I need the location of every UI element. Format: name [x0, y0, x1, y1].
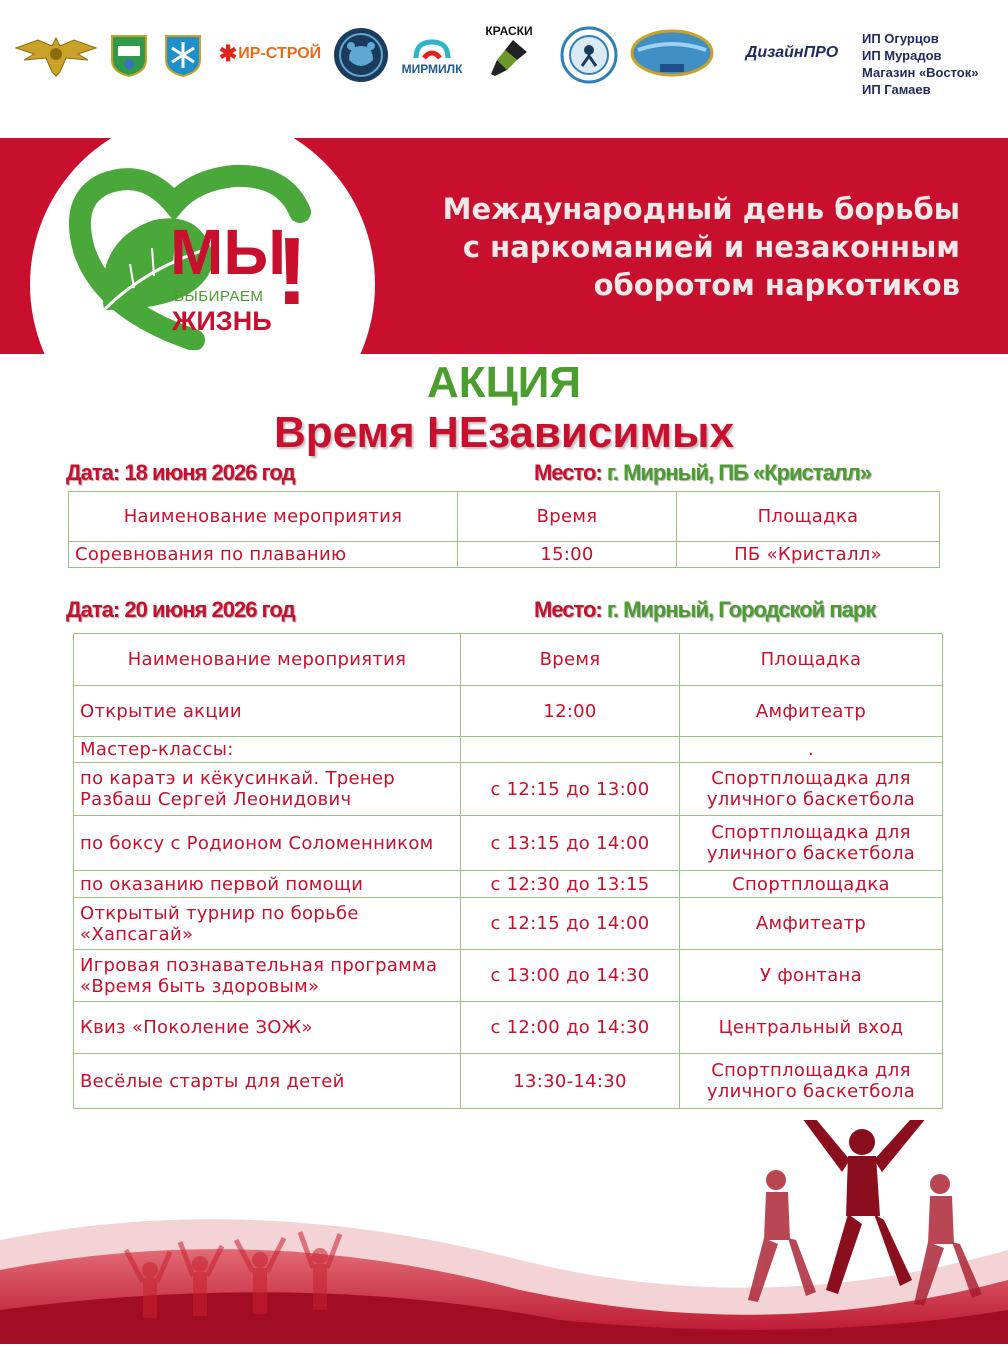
- mir-stroy-logo: ✱ ИР-СТРОЙ: [218, 41, 322, 66]
- event-time-cell: с 13:15 до 14:00: [461, 816, 680, 871]
- table-row: [74, 871, 943, 898]
- emblem-eagle-icon: [14, 32, 98, 78]
- event-name-cell: Открытие акции: [74, 686, 461, 737]
- sponsor-name: Магазин «Восток»: [862, 65, 979, 80]
- day2-date: [66, 597, 295, 623]
- table-header-row: [74, 634, 943, 686]
- header-cell: Площадка: [677, 492, 940, 542]
- sponsor-name: ИП Огурцов: [862, 31, 939, 46]
- action-title: Время НЕзависимых: [273, 408, 735, 457]
- event-name-cell: Игровая познавательная программа «Время быть здоровым»: [74, 950, 461, 1002]
- day1-schedule-table: [68, 491, 940, 568]
- place-label: Место:: [534, 460, 602, 485]
- table-row: [74, 1002, 943, 1054]
- event-place-cell: У фонтана: [680, 950, 943, 1002]
- date-label: Дата:: [66, 460, 120, 485]
- sponsor-text-list: [862, 30, 978, 98]
- my-vybiraem-zhizn-logo: [64, 160, 324, 350]
- logo-exclamation: !: [276, 218, 308, 325]
- runners-silhouette-illustration: [0, 1120, 1008, 1344]
- event-place-cell: .: [680, 737, 943, 763]
- dizain-pro-logo: ДизайнПРО: [745, 44, 839, 61]
- date-value: 20 июня 2026 год: [124, 597, 295, 622]
- event-place-cell: Центральный вход: [680, 1002, 943, 1054]
- header-cell: Площадка: [680, 634, 943, 686]
- event-name-cell: Открытый турнир по борьбе «Хапсагай»: [74, 898, 461, 950]
- date-value: 18 июня 2026 год: [124, 460, 295, 485]
- federation-badge-icon: [560, 26, 618, 84]
- event-name-cell: Соревнования по плаванию: [69, 542, 458, 568]
- day1-place: [534, 460, 871, 486]
- sponsor-name: ИП Мурадов: [862, 48, 942, 63]
- event-time-cell: с 13:00 до 14:30: [461, 950, 680, 1002]
- banner-title-line: оборотом наркотиков: [593, 268, 960, 302]
- day1-date: [66, 460, 295, 486]
- banner-title-line: с наркоманией и незаконным: [462, 230, 960, 264]
- header-cell: Время: [461, 634, 680, 686]
- event-name-cell: Мастер-классы:: [74, 737, 461, 763]
- logo-word-zhizn: ЖИЗНЬ: [172, 306, 272, 336]
- event-name-cell: Весёлые старты для детей: [74, 1054, 461, 1109]
- header-cell: Наименование мероприятия: [74, 634, 461, 686]
- place-value: г. Мирный, Городской парк: [606, 597, 876, 622]
- table-header-row: [69, 492, 940, 542]
- day2-place: [534, 597, 875, 623]
- event-time-cell: 12:00: [461, 686, 680, 737]
- table-row: [74, 816, 943, 871]
- header-cell: Время: [458, 492, 677, 542]
- medved-logo: [332, 26, 390, 84]
- sponsor-name: ИП Гамаев: [862, 82, 931, 97]
- kraski-logo: КРАСКИ: [478, 24, 540, 84]
- coat-of-arms-icon: [110, 34, 148, 78]
- event-place-cell: Амфитеатр: [680, 898, 943, 950]
- logo-word-vybiraem: ВЫБИРАЕМ: [174, 288, 264, 305]
- table-row: [74, 898, 943, 950]
- event-time-cell: с 12:15 до 14:00: [461, 898, 680, 950]
- event-name-cell: по боксу с Родионом Соломенником: [74, 816, 461, 871]
- event-time-cell: с 12:00 до 14:30: [461, 1002, 680, 1054]
- coat-of-arms-snowflake-icon: [164, 34, 202, 78]
- event-time-cell: с 12:30 до 13:15: [461, 871, 680, 898]
- table-row: [74, 737, 943, 763]
- day2-schedule-table: [73, 633, 943, 1109]
- place-label: Место:: [534, 597, 602, 622]
- event-place-cell: ПБ «Кристалл»: [677, 542, 940, 568]
- action-heading: АКЦИЯ: [426, 358, 582, 407]
- header-cell: Наименование мероприятия: [69, 492, 458, 542]
- event-place-cell: Спортплощадка для уличного баскетбола: [680, 816, 943, 871]
- logo-word-my: МЫ: [170, 216, 286, 288]
- mirmilk-logo: МИРМИЛК: [396, 34, 468, 80]
- event-name-cell: Квиз «Поколение ЗОЖ»: [74, 1002, 461, 1054]
- event-place-cell: Амфитеатр: [680, 686, 943, 737]
- event-time-cell: с 12:15 до 13:00: [461, 763, 680, 816]
- date-label: Дата:: [66, 597, 120, 622]
- table-row: [69, 542, 940, 568]
- event-time-cell: [461, 737, 680, 763]
- table-row: [74, 1054, 943, 1109]
- event-time-cell: 15:00: [458, 542, 677, 568]
- event-place-cell: Спортплощадка для уличного баскетбола: [680, 763, 943, 816]
- event-name-cell: по каратэ и кёкусинкай. Тренер Разбаш Сергей Леонидович: [74, 763, 461, 816]
- event-time-cell: 13:30-14:30: [461, 1054, 680, 1109]
- banner-title: [360, 190, 960, 304]
- footer-decoration: [0, 1120, 1008, 1344]
- chistaya-voda-logo: [630, 28, 714, 78]
- banner-title-line: Международный день борьбы: [442, 192, 960, 226]
- place-value: г. Мирный, ПБ «Кристалл»: [606, 460, 871, 485]
- table-row: [74, 763, 943, 816]
- table-row: [74, 950, 943, 1002]
- event-banner: [0, 138, 1008, 354]
- event-place-cell: Спортплощадка: [680, 871, 943, 898]
- event-place-cell: Спортплощадка для уличного баскетбола: [680, 1054, 943, 1109]
- event-name-cell: по оказанию первой помощи: [74, 871, 461, 898]
- table-row: [74, 686, 943, 737]
- sponsor-strip: [0, 0, 1008, 130]
